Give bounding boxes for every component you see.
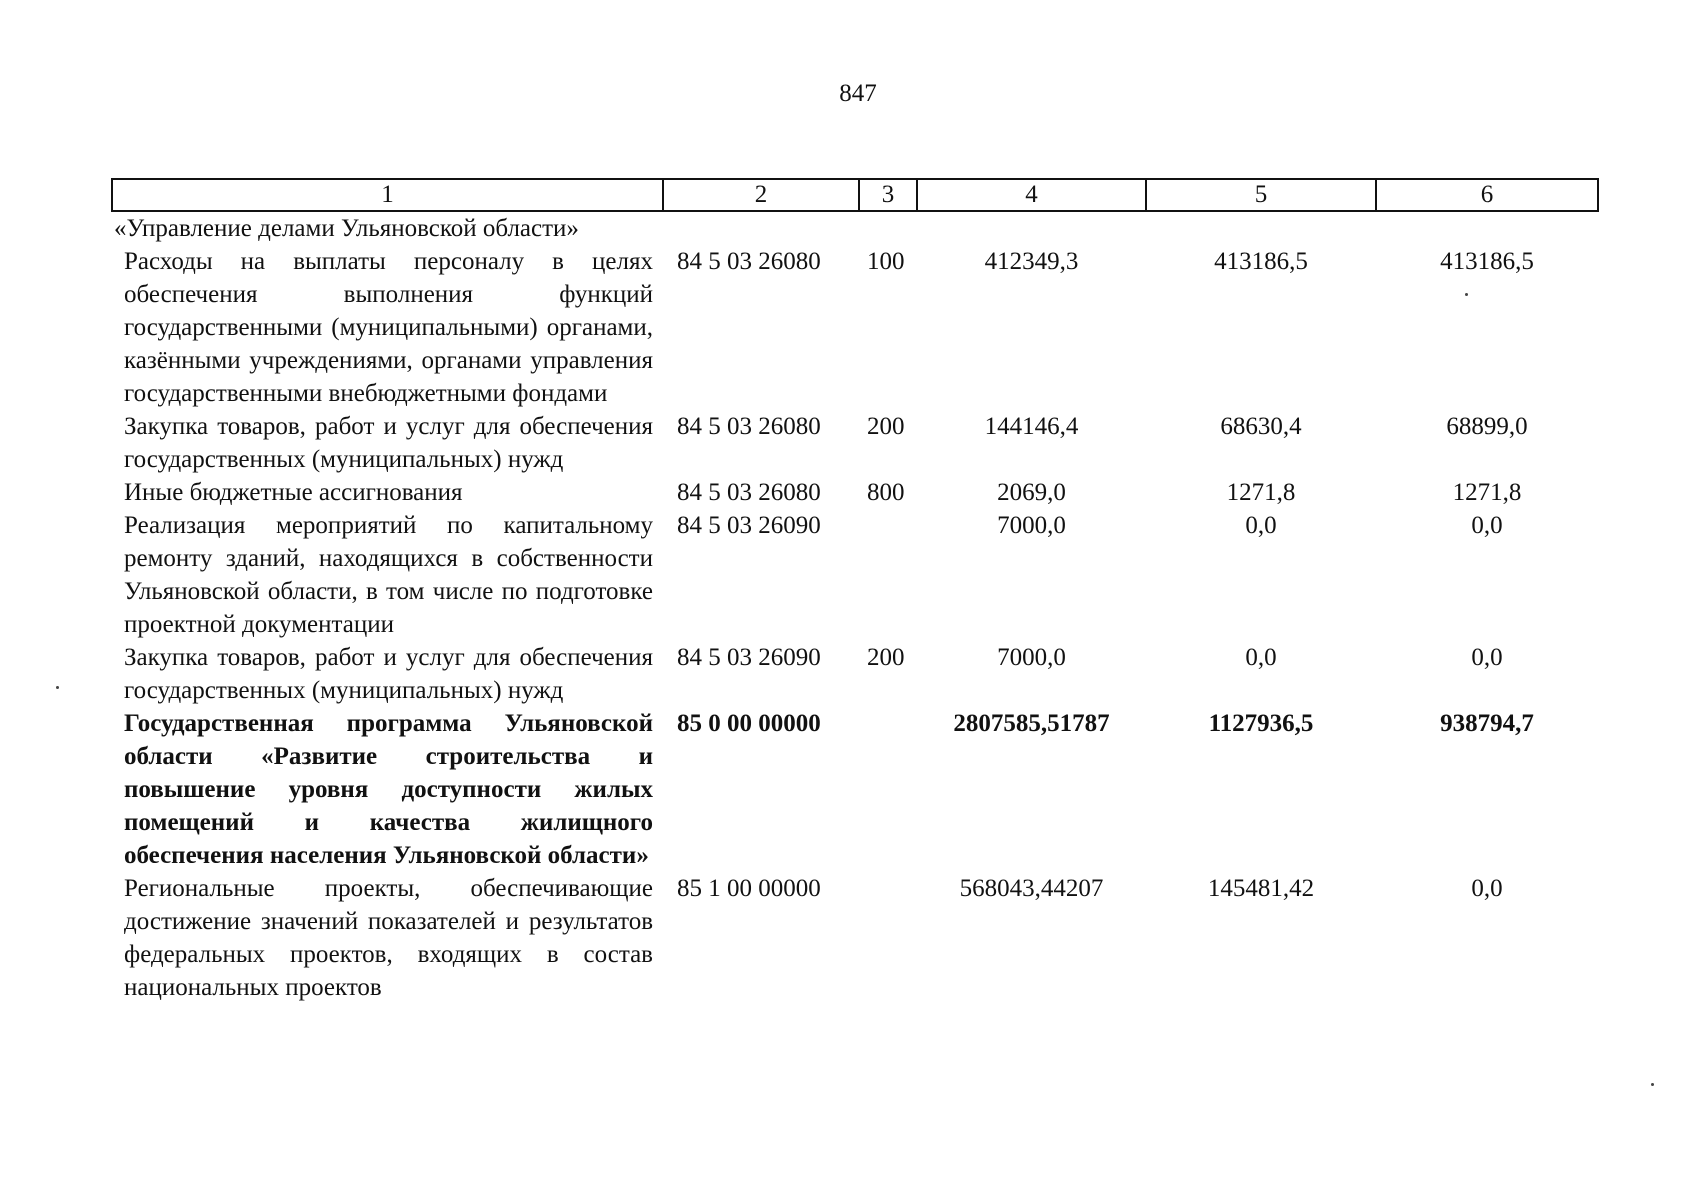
row-name: Реализация мероприятий по капитальному ремонту зданий, находящихся в собственности Ульяновской области, в том числе по подготовке проектной документации bbox=[124, 512, 653, 638]
row-value-5: 145481,42 bbox=[1207, 875, 1315, 902]
row-value-6 bbox=[1376, 211, 1598, 245]
column-header-6: 6 bbox=[1376, 179, 1598, 211]
column-header-4: 4 bbox=[917, 179, 1146, 211]
row-value-5: 0,0 bbox=[1245, 512, 1277, 539]
row-value-4: 568043,44207 bbox=[959, 875, 1104, 902]
row-expense-type: 200 bbox=[867, 644, 905, 671]
row-value-5: 413186,5 bbox=[1214, 248, 1308, 275]
row-expense-type bbox=[859, 509, 917, 641]
row-name: Иные бюджетные ассигнования bbox=[124, 479, 463, 506]
row-value-4: 2069,0 bbox=[997, 479, 1066, 506]
table-row bbox=[112, 410, 1598, 476]
row-expense-type bbox=[859, 707, 917, 872]
row-target-code: 85 0 00 00000 bbox=[677, 710, 821, 737]
row-expense-type bbox=[859, 211, 917, 245]
table-row bbox=[112, 641, 1598, 707]
table-row bbox=[112, 476, 1598, 509]
table-row bbox=[112, 872, 1598, 1004]
row-expense-type: 800 bbox=[867, 479, 905, 506]
row-value-5: 1271,8 bbox=[1226, 479, 1296, 506]
row-expense-type: 200 bbox=[867, 413, 905, 440]
row-value-4 bbox=[917, 211, 1146, 245]
row-value-6: 68899,0 bbox=[1446, 413, 1528, 440]
row-expense-type: 100 bbox=[867, 248, 905, 275]
row-value-5: 0,0 bbox=[1245, 644, 1277, 671]
row-target-code: 85 1 00 00000 bbox=[677, 875, 821, 902]
row-value-6: 938794,7 bbox=[1440, 710, 1534, 737]
row-target-code bbox=[663, 211, 859, 245]
row-name: Расходы на выплаты персоналу в целях обеспечения выполнения функций государственными (муниципальными) органами, казёнными учреждениями, органами управления государственными внебюджетными фондами bbox=[124, 248, 653, 407]
column-header-1: 1 bbox=[112, 179, 663, 211]
table-row bbox=[112, 707, 1598, 872]
column-header-5: 5 bbox=[1146, 179, 1376, 211]
scan-speck bbox=[56, 686, 59, 689]
scan-speck bbox=[1651, 1083, 1654, 1086]
row-value-6: 0,0 bbox=[1471, 512, 1503, 539]
row-target-code: 84 5 03 26080 bbox=[677, 248, 821, 275]
row-target-code: 84 5 03 26080 bbox=[677, 479, 821, 506]
row-value-5 bbox=[1146, 211, 1376, 245]
row-name: «Управление делами Ульяновской области» bbox=[114, 215, 579, 242]
column-header-2: 2 bbox=[663, 179, 859, 211]
row-name: Региональные проекты, обеспечивающие достижение значений показателей и результатов федеральных проектов, входящих в состав национальных проектов bbox=[124, 875, 653, 1001]
row-value-6: 413186,5 bbox=[1440, 248, 1534, 275]
table-row bbox=[112, 245, 1598, 410]
row-target-code: 84 5 03 26090 bbox=[677, 512, 821, 539]
column-header-3: 3 bbox=[859, 179, 917, 211]
table-row bbox=[112, 509, 1598, 641]
row-value-4: 412349,3 bbox=[984, 248, 1079, 275]
row-name: Закупка товаров, работ и услуг для обеспечения государственных (муниципальных) нужд bbox=[124, 644, 653, 704]
table-row bbox=[112, 211, 1598, 245]
page-number: 847 bbox=[839, 80, 877, 107]
row-value-4: 7000,0 bbox=[997, 644, 1066, 671]
row-value-4: 2807585,51787 bbox=[953, 710, 1110, 737]
row-value-4: 144146,4 bbox=[984, 413, 1079, 440]
row-value-5: 1127936,5 bbox=[1208, 710, 1314, 737]
row-expense-type bbox=[859, 872, 917, 1004]
row-target-code: 84 5 03 26080 bbox=[677, 413, 821, 440]
budget-table bbox=[111, 178, 1599, 1004]
row-value-6: 1271,8 bbox=[1452, 479, 1522, 506]
row-name: Закупка товаров, работ и услуг для обеспечения государственных (муниципальных) нужд bbox=[124, 413, 653, 473]
table-header-row bbox=[112, 179, 1598, 211]
row-value-5: 68630,4 bbox=[1220, 413, 1302, 440]
row-target-code: 84 5 03 26090 bbox=[677, 644, 821, 671]
scan-speck bbox=[1465, 293, 1468, 296]
row-name: Государственная программа Ульяновской области «Развитие строительства и повышение уровня доступности жилых помещений и качества жилищного обеспечения населения Ульяновской области» bbox=[124, 710, 653, 869]
row-value-6: 0,0 bbox=[1471, 644, 1503, 671]
row-value-4: 7000,0 bbox=[997, 512, 1066, 539]
row-value-6: 0,0 bbox=[1471, 875, 1503, 902]
